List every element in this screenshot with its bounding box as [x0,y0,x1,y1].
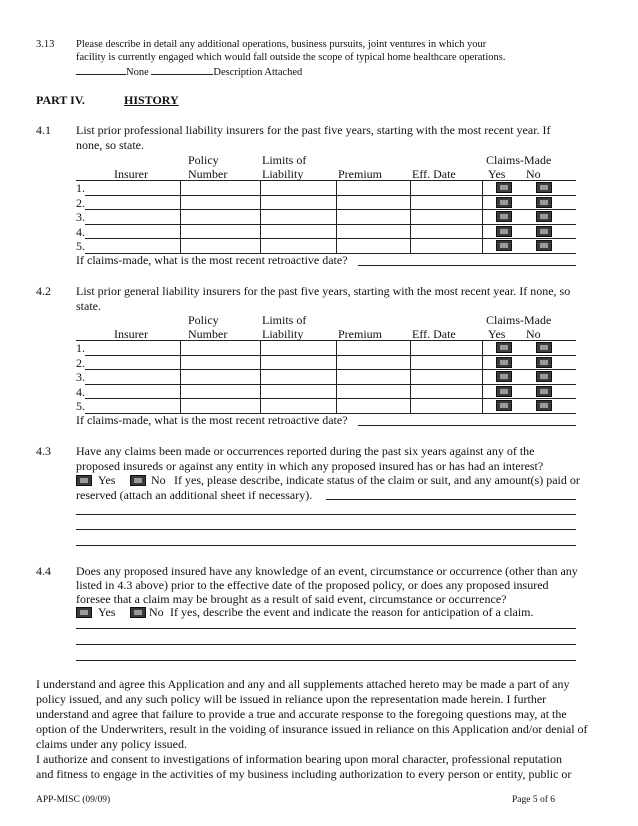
agreement-p2-line2: and fitness to engage in the activities of my business including authorization to every person or entity, public or [36,767,572,781]
q43-no-label: No [151,473,166,487]
claims-made-yes-checkbox[interactable] [496,226,512,237]
column-divider [180,180,181,253]
column-divider [482,180,483,253]
q43-no-checkbox[interactable] [130,475,146,486]
row-number: 3. [76,210,85,224]
table-header-rule [76,340,576,341]
header-no: No [526,167,541,181]
q44-no-checkbox[interactable] [130,607,146,618]
claims-made-yes-checkbox[interactable] [496,400,512,411]
column-divider [410,340,411,413]
claims-made-yes-checkbox[interactable] [496,197,512,208]
claims-made-no-checkbox[interactable] [536,386,552,397]
header-insurer: Insurer [114,167,148,181]
header-policy-top: Policy [188,153,219,167]
header-premium: Premium [338,167,382,181]
q44-yes-label: Yes [98,605,116,619]
column-divider [410,180,411,253]
part-label: PART IV. [36,93,85,107]
q43-text-line4: reserved (attach an additional sheet if necessary). [76,488,313,502]
q43-answer-line-2[interactable] [76,529,576,530]
row-entry-line[interactable] [85,238,576,239]
form-id: APP-MISC (09/09) [36,795,111,805]
q43-answer-line-0[interactable] [326,499,576,500]
q43-followup: If yes, please describe, indicate status of the claim or suit, and any amount(s) paid or [174,473,580,487]
claims-made-no-checkbox[interactable] [536,197,552,208]
retro-question-text: If claims-made, what is the most recent retroactive date? [76,253,348,267]
none-label: None [126,67,149,78]
agreement-p1-line3: understand and agree that failure to provide a true and accurate response to the foregoing questions may, at the [36,707,567,721]
row-entry-line[interactable] [85,355,576,356]
header-eff-date: Eff. Date [412,327,456,341]
q43-answer-line-3[interactable] [76,545,576,546]
claims-made-yes-checkbox[interactable] [496,211,512,222]
q44-no-label: No [149,605,164,619]
row-entry-line[interactable] [85,369,576,370]
row-entry-line[interactable] [85,224,576,225]
q42-number: 4.2 [36,284,51,298]
header-claims-made: Claims-Made [486,153,552,167]
retro-question-text: If claims-made, what is the most recent retroactive date? [76,413,348,427]
column-divider [180,340,181,413]
agreement-p1-line2: policy issued, and any such policy will be issued in reliance upon the representation made herein. I further [36,692,547,706]
row-entry-line[interactable] [85,398,576,399]
q44-answer-line-2[interactable] [76,644,576,645]
row-number: 2. [76,195,85,210]
q44-text-line3: foresee that a claim may be brought as a result of said event, circumstance or occurrence? [76,592,507,606]
q44-number: 4.4 [36,564,51,578]
column-divider [260,180,261,253]
claims-made-no-checkbox[interactable] [536,400,552,411]
q41-text-line1: List prior professional liability insurers for the past five years, starting with the most recent year. If [76,123,551,137]
retro-date-field-1[interactable] [358,265,576,266]
claims-made-yes-checkbox[interactable] [496,182,512,193]
none-blank[interactable] [76,64,126,75]
row-entry-line[interactable] [85,209,576,210]
row-entry-line[interactable] [85,195,576,196]
column-divider [336,180,337,253]
header-policy-bottom: Number [188,167,228,181]
column-divider [482,340,483,413]
q42-text-line1: List prior general liability insurers for the past five years, starting with the most recent year. If none, so [76,284,571,298]
claims-made-yes-checkbox[interactable] [496,386,512,397]
row-number: 3. [76,370,85,384]
header-no: No [526,327,541,341]
q44-text-line2: listed in 4.3 above) prior to the effective date of the proposed policy, or does any proposed insured [76,578,549,592]
header-yes: Yes [488,327,506,341]
q41-number: 4.1 [36,123,51,137]
header-policy-bottom: Number [188,327,228,341]
q313-text-line1: Please describe in detail any additional operations, business pursuits, joint ventures in which your [76,39,487,50]
header-eff-date: Eff. Date [412,167,456,181]
header-claims-made: Claims-Made [486,313,552,327]
claims-made-yes-checkbox[interactable] [496,371,512,382]
q43-text-line1: Have any claims been made or occurrences reported during the past six years against any of the [76,444,535,458]
row-number: 2. [76,355,85,370]
q43-yes-checkbox[interactable] [76,475,92,486]
q44-text-line1: Does any proposed insured have any knowledge of an event, circumstance or occurrence (other than any [76,564,578,578]
claims-made-no-checkbox[interactable] [536,226,552,237]
q44-answer-line-1[interactable] [76,628,576,629]
row-number: 4. [76,224,85,239]
column-divider [336,340,337,413]
retro-question-1 [76,253,348,267]
header-policy-top: Policy [188,313,219,327]
part-title: HISTORY [124,93,179,107]
q43-answer-line-1[interactable] [76,514,576,515]
q43-text-line2: proposed insureds or against any entity in which any proposed insured has or has had an interest? [76,459,544,473]
row-number: 1. [76,181,85,195]
agreement-p1-line5: claims under any policy issued. [36,737,187,751]
row-number: 4. [76,384,85,399]
header-limits-top: Limits of [262,153,307,167]
header-insurer: Insurer [114,327,148,341]
q41-text-line2: none, so state. [76,138,144,152]
q313-number: 3.13 [36,39,55,50]
q44-followup: If yes, describe the event and indicate the reason for anticipation of a claim. [170,605,534,619]
claims-made-yes-checkbox[interactable] [496,342,512,353]
claims-made-no-checkbox[interactable] [536,240,552,251]
q42-text-line2: state. [76,299,101,313]
agreement-p2-line1: I authorize and consent to investigations of information bearing upon moral character, professional reputation [36,752,563,766]
row-entry-line[interactable] [85,384,576,385]
page-number: Page 5 of 6 [512,795,556,805]
q44-yes-checkbox[interactable] [76,607,92,618]
agreement-p1-line4: option of the Underwriters, result in the voiding of insurance issued in reliance on this Application and/or denial of [36,722,588,736]
header-limits-top: Limits of [262,313,307,327]
claims-made-no-checkbox[interactable] [536,357,552,368]
header-limits-bottom: Liability [262,327,304,341]
claims-made-no-checkbox[interactable] [536,371,552,382]
claims-made-no-checkbox[interactable] [536,342,552,353]
attached-label: Description Attached [213,67,303,78]
header-premium: Premium [338,327,382,341]
q44-answer-line-3[interactable] [76,660,576,661]
claims-made-no-checkbox[interactable] [536,182,552,193]
claims-made-yes-checkbox[interactable] [496,240,512,251]
claims-made-no-checkbox[interactable] [536,211,552,222]
table-header-rule [76,180,576,181]
q43-yes-label: Yes [98,473,116,487]
row-number: 5. [76,399,85,413]
retro-date-field-2[interactable] [358,425,576,426]
header-yes: Yes [488,167,506,181]
q313-text-line2: facility is currently engaged which would fall outside the scope of typical home healthcare operations. [76,52,506,63]
row-number: 5. [76,239,85,253]
claims-made-yes-checkbox[interactable] [496,357,512,368]
q313-options [76,64,302,79]
q43-number: 4.3 [36,444,51,458]
retro-question-2 [76,413,348,427]
row-number: 1. [76,341,85,355]
attached-blank[interactable] [151,64,213,75]
column-divider [260,340,261,413]
header-limits-bottom: Liability [262,167,304,181]
agreement-p1-line1: I understand and agree this Application and any and all supplements attached hereto may be made a part of any [36,677,570,691]
